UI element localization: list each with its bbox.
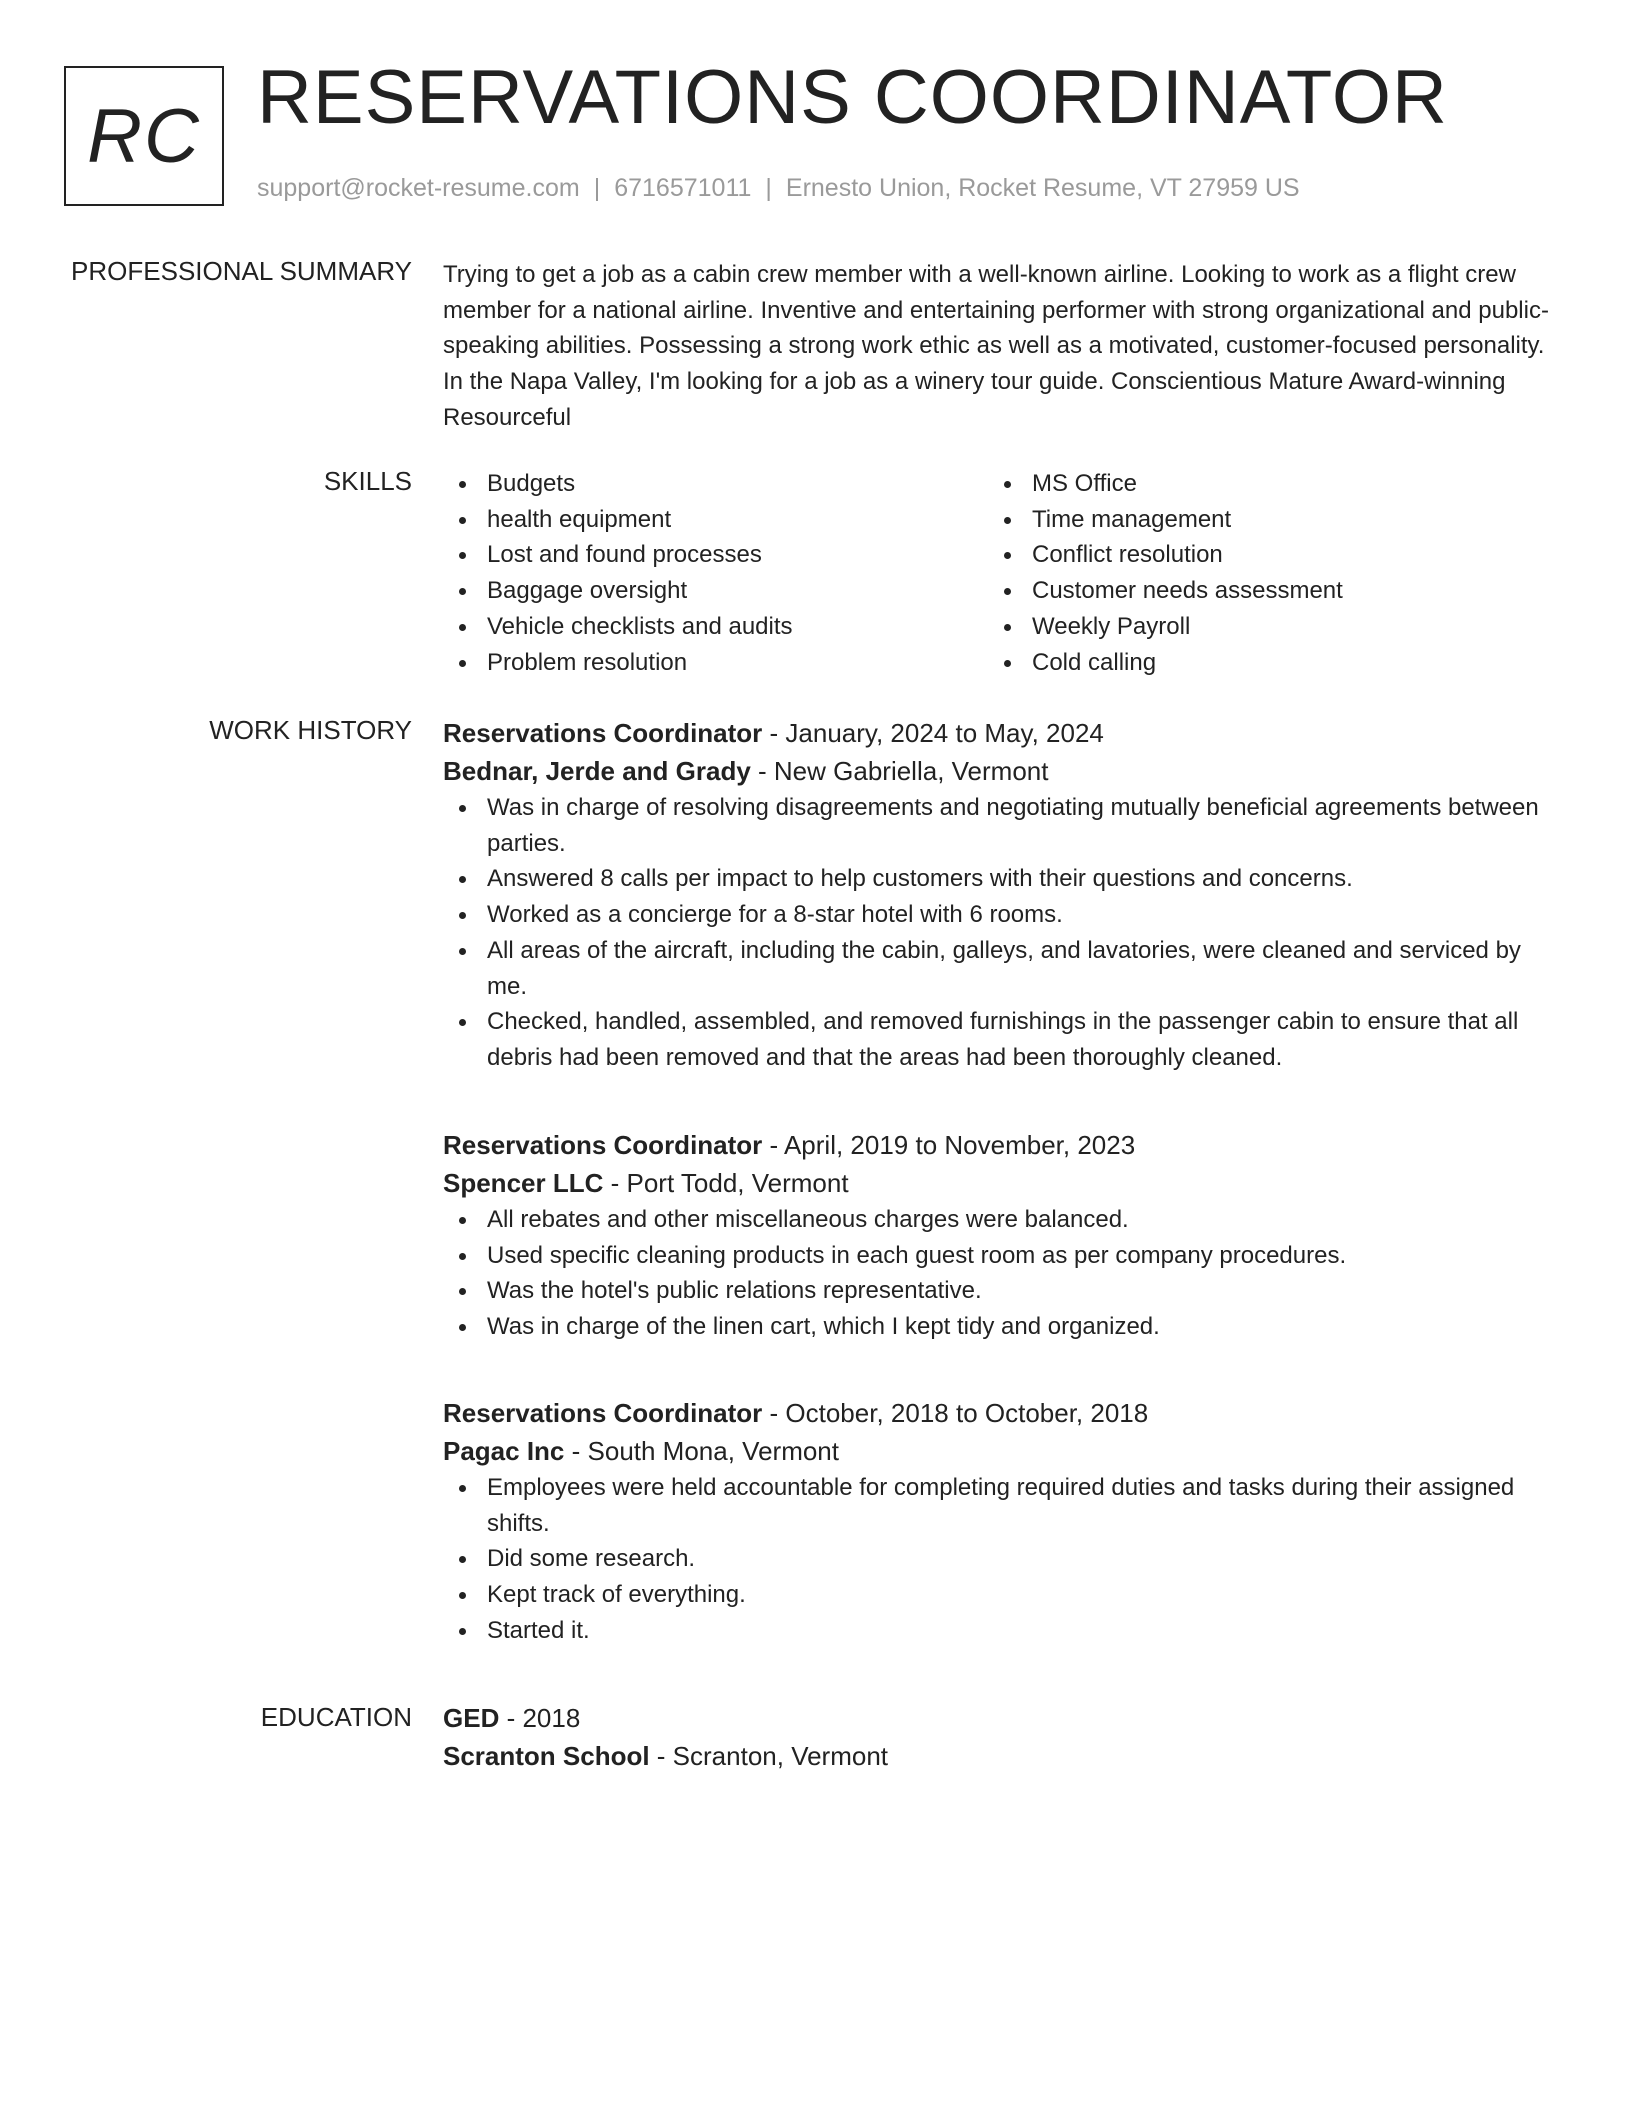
skill-item: Lost and found processes — [443, 537, 988, 573]
job-title-line — [443, 1126, 1563, 1164]
job-bullet: Did some research. — [443, 1541, 1563, 1577]
job-bullet: Answered 8 calls per impact to help customers with their questions and concerns. — [443, 861, 1563, 897]
contact-line — [257, 174, 1300, 203]
job-title-line — [443, 714, 1563, 752]
job-company-line — [443, 1164, 1563, 1202]
skill-item: Vehicle checklists and audits — [443, 609, 988, 645]
summary-section — [443, 257, 1563, 436]
job-title-line — [443, 1394, 1563, 1432]
job-entry — [443, 714, 1563, 1076]
job-company: Bednar, Jerde and Grady — [443, 756, 751, 786]
work-history-heading: WORK HISTORY — [209, 715, 412, 745]
job-dates: - January, 2024 to May, 2024 — [762, 718, 1104, 748]
summary-text: Trying to get a job as a cabin crew member with a well-known airline. Looking to work as a flight crew member for a national airline. Inventive and entertaining performer with strong organizational and public-speaking abilities. Possessing a strong work ethic as well as a motivated, customer-focused personality. In the Napa Valley, I'm looking for a job as a winery tour guide. Conscientious Mature Award-winning Resourceful — [443, 261, 1549, 431]
skill-item: Conflict resolution — [988, 537, 1533, 573]
job-bullet: Checked, handled, assembled, and removed furnishings in the passenger cabin to ensure that all debris had been removed and that the areas had been thoroughly cleaned. — [443, 1004, 1563, 1075]
job-dates: - October, 2018 to October, 2018 — [762, 1398, 1149, 1428]
job-bullet: Used specific cleaning products in each guest room as per company procedures. — [443, 1238, 1563, 1274]
job-company: Pagac Inc — [443, 1436, 565, 1466]
job-location: - South Mona, Vermont — [564, 1436, 839, 1466]
job-company-line — [443, 1432, 1563, 1470]
contact-email: support@rocket-resume.com — [257, 174, 580, 202]
job-entry — [443, 1394, 1563, 1649]
education-location: - Scranton, Vermont — [649, 1741, 889, 1771]
job-dates: - April, 2019 to November, 2023 — [762, 1130, 1136, 1160]
education-degree: GED — [443, 1703, 500, 1733]
contact-phone: 6716571011 — [614, 174, 752, 202]
job-entry — [443, 1126, 1563, 1345]
job-bullet: Kept track of everything. — [443, 1577, 1563, 1613]
education-year: - 2018 — [499, 1703, 581, 1733]
job-bullets — [443, 1202, 1563, 1345]
job-company-line — [443, 752, 1563, 790]
skill-item: MS Office — [988, 466, 1533, 502]
job-bullet: Was the hotel's public relations representative. — [443, 1273, 1563, 1309]
skill-item: health equipment — [443, 502, 988, 538]
job-bullet: Employees were held accountable for completing required duties and tasks during their assigned shifts. — [443, 1470, 1563, 1541]
education-entry — [443, 1699, 1563, 1775]
skill-item: Weekly Payroll — [988, 609, 1533, 645]
job-company: Spencer LLC — [443, 1168, 604, 1198]
job-title: Reservations Coordinator — [443, 1398, 763, 1428]
skills-section — [443, 466, 1563, 680]
monogram-logo: RC — [64, 66, 224, 206]
skills-heading: SKILLS — [323, 466, 412, 496]
candidate-name: RESERVATIONS COORDINATOR — [257, 55, 1448, 140]
job-title: Reservations Coordinator — [443, 718, 763, 748]
skill-item: Time management — [988, 502, 1533, 538]
education-heading: EDUCATION — [260, 1702, 412, 1732]
job-location: - Port Todd, Vermont — [603, 1168, 849, 1198]
education-school-line — [443, 1737, 1563, 1775]
skills-list-right — [988, 466, 1533, 680]
job-bullet: Was in charge of the linen cart, which I kept tidy and organized. — [443, 1309, 1563, 1345]
job-bullet: Worked as a concierge for a 8-star hotel with 6 rooms. — [443, 897, 1563, 933]
job-bullet: Was in charge of resolving disagreements and negotiating mutually beneficial agreements between parties. — [443, 790, 1563, 861]
skills-list-left — [443, 466, 988, 680]
job-bullets — [443, 790, 1563, 1076]
education-degree-line — [443, 1699, 1563, 1737]
skill-item: Problem resolution — [443, 645, 988, 681]
skill-item: Cold calling — [988, 645, 1533, 681]
contact-separator: | — [765, 174, 772, 202]
contact-address: Ernesto Union, Rocket Resume, VT 27959 US — [785, 174, 1300, 202]
job-bullet: Started it. — [443, 1613, 1563, 1649]
skills-grid — [443, 466, 1563, 680]
skill-item: Baggage oversight — [443, 573, 988, 609]
summary-heading: PROFESSIONAL SUMMARY — [71, 256, 412, 286]
skill-item: Customer needs assessment — [988, 573, 1533, 609]
job-location: - New Gabriella, Vermont — [750, 756, 1049, 786]
education-school: Scranton School — [443, 1741, 650, 1771]
job-bullets — [443, 1470, 1563, 1649]
job-bullet: All areas of the aircraft, including the cabin, galleys, and lavatories, were cleaned and serviced by me. — [443, 933, 1563, 1004]
contact-separator: | — [593, 174, 601, 202]
job-title: Reservations Coordinator — [443, 1130, 763, 1160]
skill-item: Budgets — [443, 466, 988, 502]
job-bullet: All rebates and other miscellaneous charges were balanced. — [443, 1202, 1563, 1238]
